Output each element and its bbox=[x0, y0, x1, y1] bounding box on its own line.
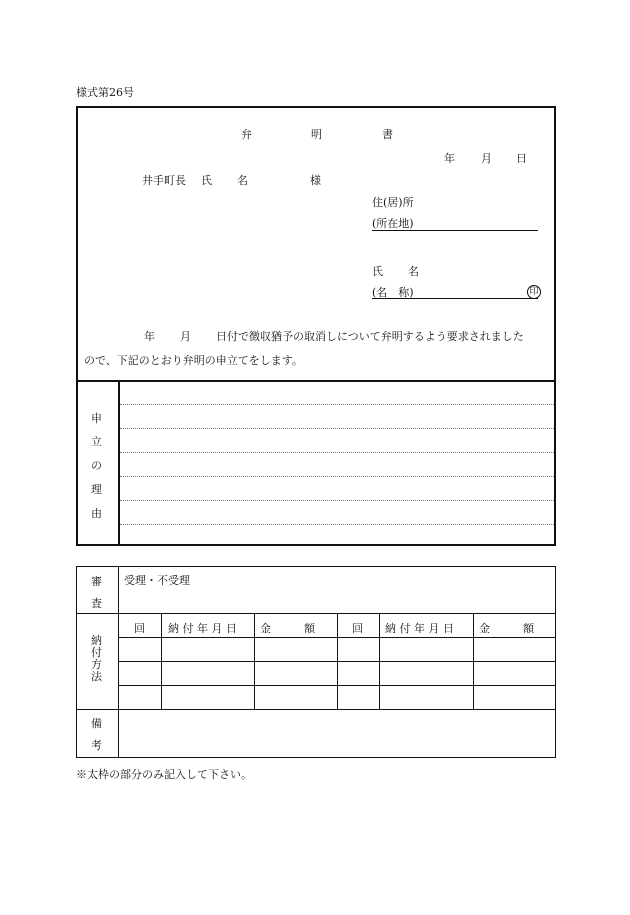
payment-label-char-1: 納 bbox=[91, 634, 102, 647]
grid-col-5 bbox=[473, 613, 474, 709]
body-line2: ので、下記のとおり弁明の申立てをします。 bbox=[84, 354, 303, 367]
reason-line-2 bbox=[120, 428, 554, 429]
col-header-date-2: 納 付 年 月 日 bbox=[385, 622, 454, 635]
payment-bottom-rule bbox=[77, 709, 555, 710]
col-header-amount-2: 金 額 bbox=[479, 622, 534, 635]
date-year: 年 bbox=[444, 152, 455, 165]
remarks-label-char-2: 考 bbox=[91, 739, 102, 752]
addressee-to: 井手町長 bbox=[142, 174, 186, 187]
title-label: (名 称) bbox=[372, 286, 414, 299]
col-header-date-1: 納 付 年 月 日 bbox=[168, 622, 237, 635]
main-form-box bbox=[76, 106, 556, 546]
title-char-2: 明 bbox=[311, 128, 322, 141]
title-char-1: 弁 bbox=[241, 128, 252, 141]
body-year: 年 bbox=[144, 330, 155, 343]
date-day: 日 bbox=[516, 152, 527, 165]
reason-label-char-5: 由 bbox=[91, 507, 102, 520]
review-label-char-1: 審 bbox=[91, 575, 102, 588]
review-text: 受理・不受理 bbox=[124, 574, 190, 587]
body-line1: 日付で徴収猶予の取消しについて弁明するよう要求されました bbox=[216, 330, 524, 343]
reason-label-char-1: 申 bbox=[91, 412, 102, 425]
addressee-honorific: 様 bbox=[310, 174, 321, 187]
addressee-name-2: 名 bbox=[237, 174, 248, 187]
col-header-amount-1: 金 額 bbox=[260, 622, 315, 635]
review-bottom-rule bbox=[77, 613, 555, 614]
reason-line-1 bbox=[120, 404, 554, 405]
applicant-name-1: 氏 bbox=[372, 265, 383, 278]
reason-section-divider bbox=[78, 380, 554, 382]
col-header-count-2: 回 bbox=[352, 622, 363, 635]
form-number: 様式第26号 bbox=[76, 86, 134, 99]
address-underline bbox=[372, 230, 538, 231]
label-column-divider bbox=[118, 567, 119, 757]
payment-label-char-3: 方 bbox=[91, 658, 102, 671]
location-label: (所在地) bbox=[372, 217, 414, 230]
addressee-name-1: 氏 bbox=[201, 174, 212, 187]
grid-col-3 bbox=[337, 613, 338, 709]
reason-label-divider bbox=[118, 382, 120, 544]
office-use-table bbox=[76, 566, 556, 758]
reason-line-5 bbox=[120, 500, 554, 501]
grid-col-1 bbox=[161, 613, 162, 709]
address-label: 住(居)所 bbox=[372, 196, 414, 209]
reason-line-3 bbox=[120, 452, 554, 453]
review-label-char-2: 査 bbox=[91, 597, 102, 610]
seal-mark: 印 bbox=[527, 285, 541, 299]
name-underline bbox=[372, 298, 538, 299]
col-header-count-1: 回 bbox=[134, 622, 145, 635]
title-char-3: 書 bbox=[382, 128, 393, 141]
reason-label-char-2: 立 bbox=[91, 435, 102, 448]
reason-line-6 bbox=[120, 524, 554, 525]
grid-col-4 bbox=[379, 613, 380, 709]
remarks-label-char-1: 備 bbox=[91, 717, 102, 730]
applicant-name-2: 名 bbox=[408, 265, 419, 278]
reason-label-char-3: の bbox=[91, 459, 102, 472]
footnote: ※太枠の部分のみ記入して下さい。 bbox=[76, 768, 252, 781]
grid-col-2 bbox=[254, 613, 255, 709]
payment-label-char-2: 付 bbox=[91, 646, 102, 659]
date-month: 月 bbox=[481, 152, 492, 165]
reason-line-4 bbox=[120, 476, 554, 477]
body-month: 月 bbox=[180, 330, 191, 343]
payment-label-char-4: 法 bbox=[91, 670, 102, 683]
reason-label-char-4: 理 bbox=[91, 483, 102, 496]
